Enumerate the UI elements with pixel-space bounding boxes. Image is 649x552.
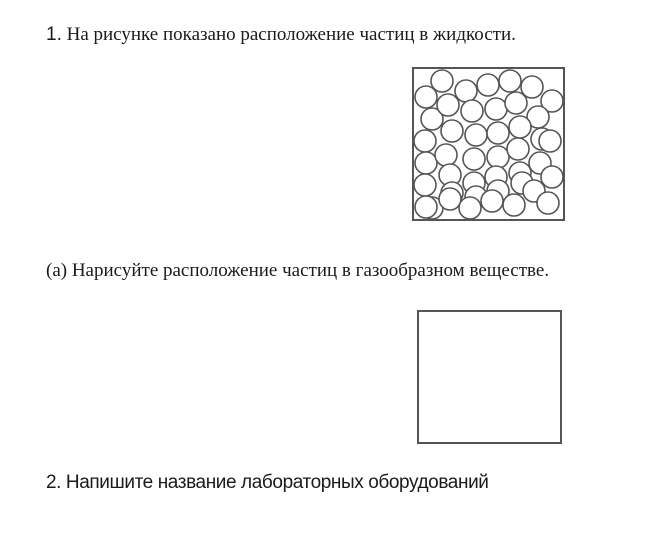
particle — [509, 116, 531, 138]
particle — [507, 138, 529, 160]
particle — [487, 146, 509, 168]
question-1-text: На рисунке показано расположение частиц в жидкости. — [66, 24, 516, 45]
particle — [505, 92, 527, 114]
particle — [415, 152, 437, 174]
particle — [439, 188, 461, 210]
liquid-particles-diagram — [412, 67, 565, 221]
gas-drawing-box[interactable] — [417, 310, 562, 444]
particle — [537, 192, 559, 214]
question-1 — [46, 24, 516, 46]
particle — [414, 130, 436, 152]
particle — [541, 166, 563, 188]
particle — [539, 130, 561, 152]
particle — [414, 174, 436, 196]
particle — [499, 70, 521, 92]
question-1-number: 1. — [46, 24, 62, 45]
particle — [455, 80, 477, 102]
question-2: 2. Напишите название лабораторных оборудований — [46, 472, 489, 493]
particle — [461, 100, 483, 122]
particle — [503, 194, 525, 216]
part-a-prompt: (а) Нарисуйте расположение частиц в газообразном веществе. — [46, 260, 550, 281]
particle — [463, 148, 485, 170]
particle — [437, 94, 459, 116]
particle — [435, 144, 457, 166]
particle — [485, 98, 507, 120]
particle — [431, 70, 453, 92]
particle — [441, 120, 463, 142]
particle — [459, 197, 481, 219]
particle — [415, 196, 437, 218]
particle — [477, 74, 499, 96]
particle — [465, 124, 487, 146]
particle — [481, 190, 503, 212]
particle — [487, 122, 509, 144]
